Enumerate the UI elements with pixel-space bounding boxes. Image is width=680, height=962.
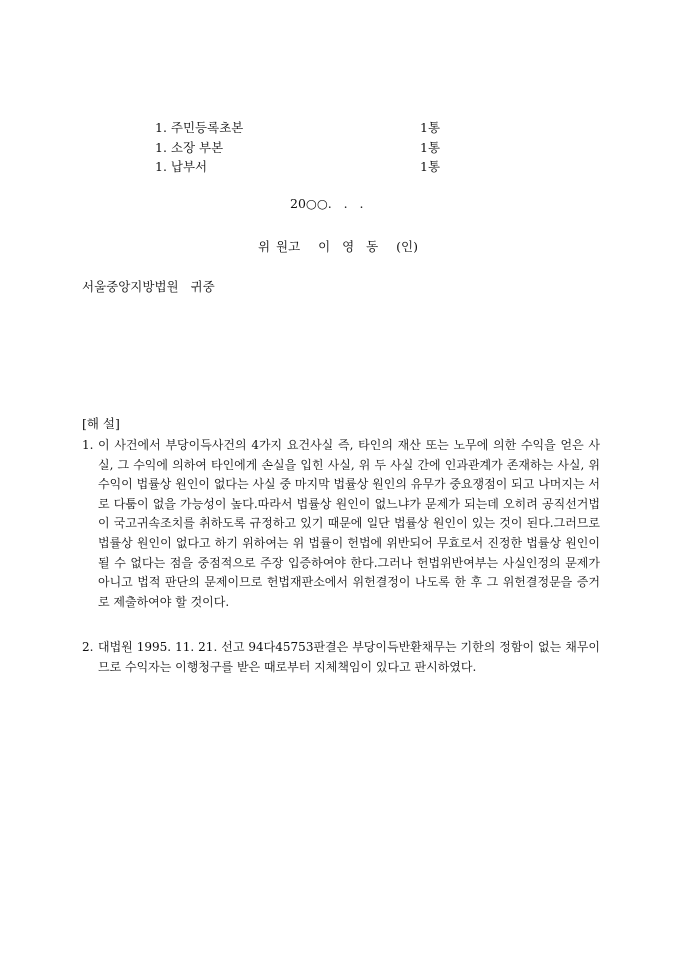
- commentary-item: [82, 638, 600, 677]
- attachment-item: [155, 138, 441, 156]
- attachment-count: 1통: [420, 120, 441, 135]
- commentary-item-text: 대법원 1995. 11. 21. 선고 94다45753판결은 부당이득반환채무는 기한의 정함이 없는 채무이므로 수익자는 이행청구를 받은 때로부터 지체책임이 있다고 판시하였다.: [98, 640, 600, 674]
- attachment-label: 1. 소장 부본: [155, 140, 224, 155]
- commentary-item-text: 이 사건에서 부당이득사건의 4가지 요건사실 즉, 타인의 재산 또는 노무에 의한 수익을 얻은 사실, 그 수익에 의하여 타인에게 손실을 입힌 사실, 위 두 사실 간에 인과관계가 존재하는 사실, 위 수익이 법률상 원인이 없다는 사실 중 마지막 법률상 원인의 유무가 중요쟁점이 되고 나머지는 서로 다툼이 없을 가능성이 높다.따라서 법률상 원인이 없느냐가 문제가 되는데 오히려 공직선거법이 국고귀속조치를 취하도록 규정하고 있기 때문에 일단 법률상 원인이 있는 것이 된다.그러므로 법률상 원인이 없다고 하기 위하여는 위 법률이 헌법에 위반되어 무효로서 진정한 법률상 원인이 될 수 없다는 점을 중점적으로 주장 입증하여야 한다.그러나 헌법위반여부는 사실인정의 문제가 아니고 법적 판단의 문제이므로 헌법재판소에서 위헌결정이 나도록 한 후 그 위헌결정문을 증거로 제출하여야 할 것이다.: [98, 438, 600, 609]
- filing-date: 20○○. . .: [290, 196, 364, 211]
- plaintiff-signature: 위 원고 이 영 동 (인): [258, 239, 418, 254]
- commentary-item: [82, 436, 600, 612]
- commentary-item-number: 2.: [82, 640, 94, 654]
- attachment-label: 1. 납부서: [155, 159, 208, 174]
- commentary-heading: [해 설]: [82, 416, 120, 431]
- attachment-item: [155, 118, 441, 136]
- attachment-label: 1. 주민등록초본: [155, 120, 244, 135]
- attachment-count: 1통: [420, 159, 441, 174]
- attachment-item: [155, 157, 441, 175]
- commentary-item-number: 1.: [82, 438, 94, 452]
- attachment-count: 1통: [420, 140, 441, 155]
- court-addressee: 서울중앙지방법원 귀중: [82, 279, 215, 294]
